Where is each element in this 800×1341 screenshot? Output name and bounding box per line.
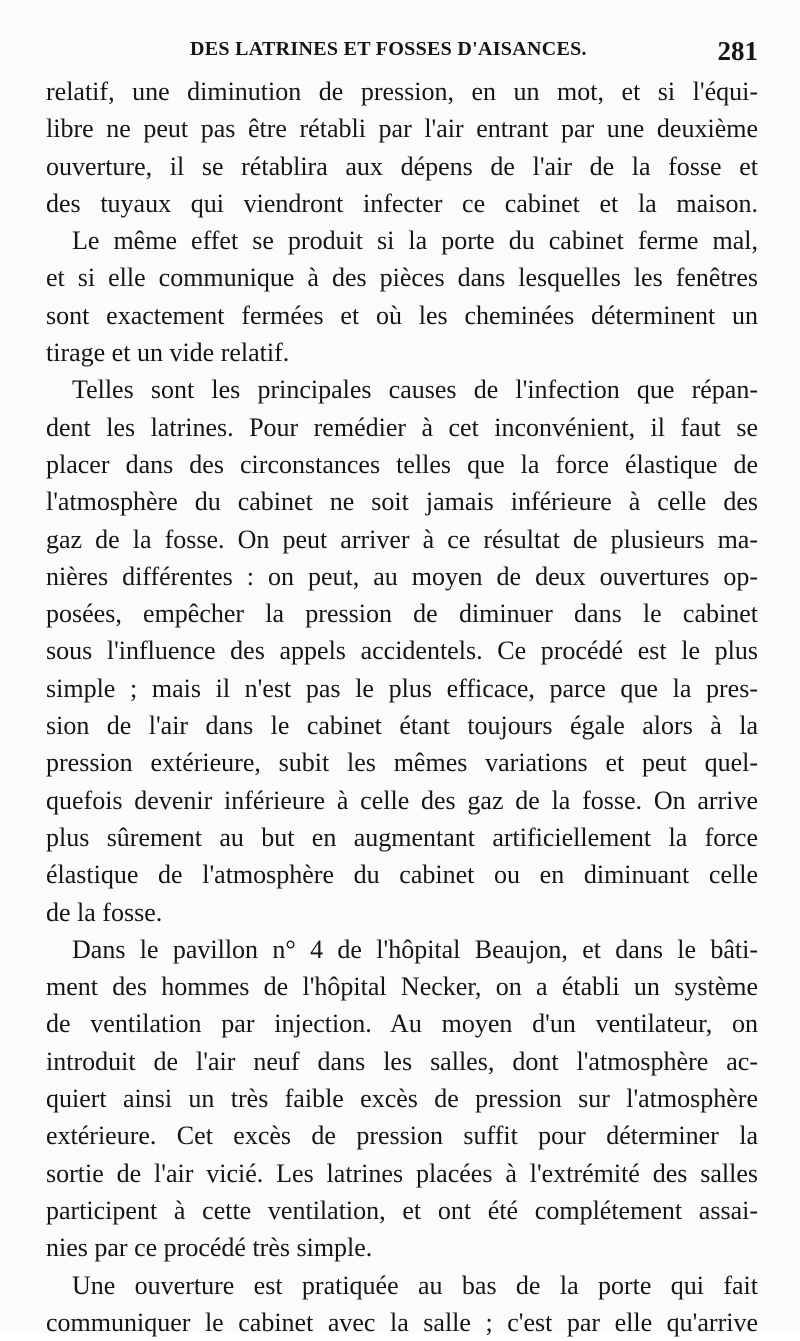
text-line: Une ouverture est pratiquée au bas de la porte qui fait [72, 1270, 758, 1300]
text-line: Le même effet se produit si la porte du cabinet ferme mal, [72, 226, 758, 256]
text-line: quefois devenir inférieure à celle des gaz de la fosse. On arrive [46, 785, 758, 815]
text-line: libre ne peut pas être rétabli par l'air entrant par une deuxième [46, 114, 758, 144]
text-line: posées, empêcher la pression de diminuer dans le cabinet [46, 599, 758, 629]
text-line: dent les latrines. Pour remédier à cet inconvénient, il faut se [46, 412, 758, 442]
text-line: Dans le pavillon n° 4 de l'hôpital Beaujon, et dans le bâti- [72, 934, 758, 964]
text-line: ouverture, il se rétablira aux dépens de l'air de la fosse et [46, 151, 758, 181]
text-line: placer dans des circonstances telles que la force élastique de [46, 449, 758, 479]
text-line: sous l'influence des appels accidentels. Ce procédé est le plus [46, 636, 758, 666]
running-head: DES LATRINES ET FOSSES D'AISANCES. [190, 38, 587, 60]
text-line: participent à cette ventilation, et ont été complétement assai- [46, 1195, 758, 1225]
text-line: quiert ainsi un très faible excès de pression sur l'atmosphère [46, 1084, 758, 1114]
page-header [0, 36, 800, 70]
text-line: tirage et un vide relatif. [46, 338, 290, 368]
text-line: Telles sont les principales causes de l'infection que répan- [72, 375, 758, 405]
text-line: de ventilation par injection. Au moyen d'un ventilateur, on [46, 1009, 758, 1039]
text-line: des tuyaux qui viendront infecter ce cabinet et la maison. [46, 188, 758, 218]
text-line: introduit de l'air neuf dans les salles, dont l'atmosphère ac- [46, 1046, 758, 1076]
text-line: de la fosse. [46, 897, 163, 927]
text-line: gaz de la fosse. On peut arriver à ce résultat de plusieurs ma- [46, 524, 758, 554]
text-line: ment des hommes de l'hôpital Necker, on a établi un système [46, 972, 758, 1002]
text-line: extérieure. Cet excès de pression suffit pour déterminer la [46, 1121, 758, 1151]
text-line: nies par ce procédé très simple. [46, 1233, 373, 1263]
text-line: et si elle communique à des pièces dans lesquelles les fenêtres [46, 263, 758, 293]
text-line: communiquer le cabinet avec la salle ; c'est par elle qu'arrive [46, 1307, 758, 1337]
text-line: sortie de l'air vicié. Les latrines placées à l'extrémité des salles [46, 1158, 758, 1188]
text-line: élastique de l'atmosphère du cabinet ou en diminuant celle [46, 860, 758, 890]
text-line: pression extérieure, subit les mêmes variations et peut quel- [46, 748, 758, 778]
text-line: sion de l'air dans le cabinet étant toujours égale alors à la [46, 711, 758, 741]
body-text [46, 73, 758, 1341]
text-line: plus sûrement au but en augmentant artificiellement la force [46, 822, 758, 852]
text-line: nières différentes : on peut, au moyen de deux ouvertures op- [46, 561, 758, 591]
text-line: simple ; mais il n'est pas le plus efficace, parce que la pres- [46, 673, 758, 703]
text-line: sont exactement fermées et où les cheminées déterminent un [46, 300, 758, 330]
text-line: l'atmosphère du cabinet ne soit jamais inférieure à celle des [46, 487, 758, 517]
page-number: 281 [717, 36, 758, 66]
text-line: relatif, une diminution de pression, en un mot, et si l'équi- [46, 77, 758, 106]
